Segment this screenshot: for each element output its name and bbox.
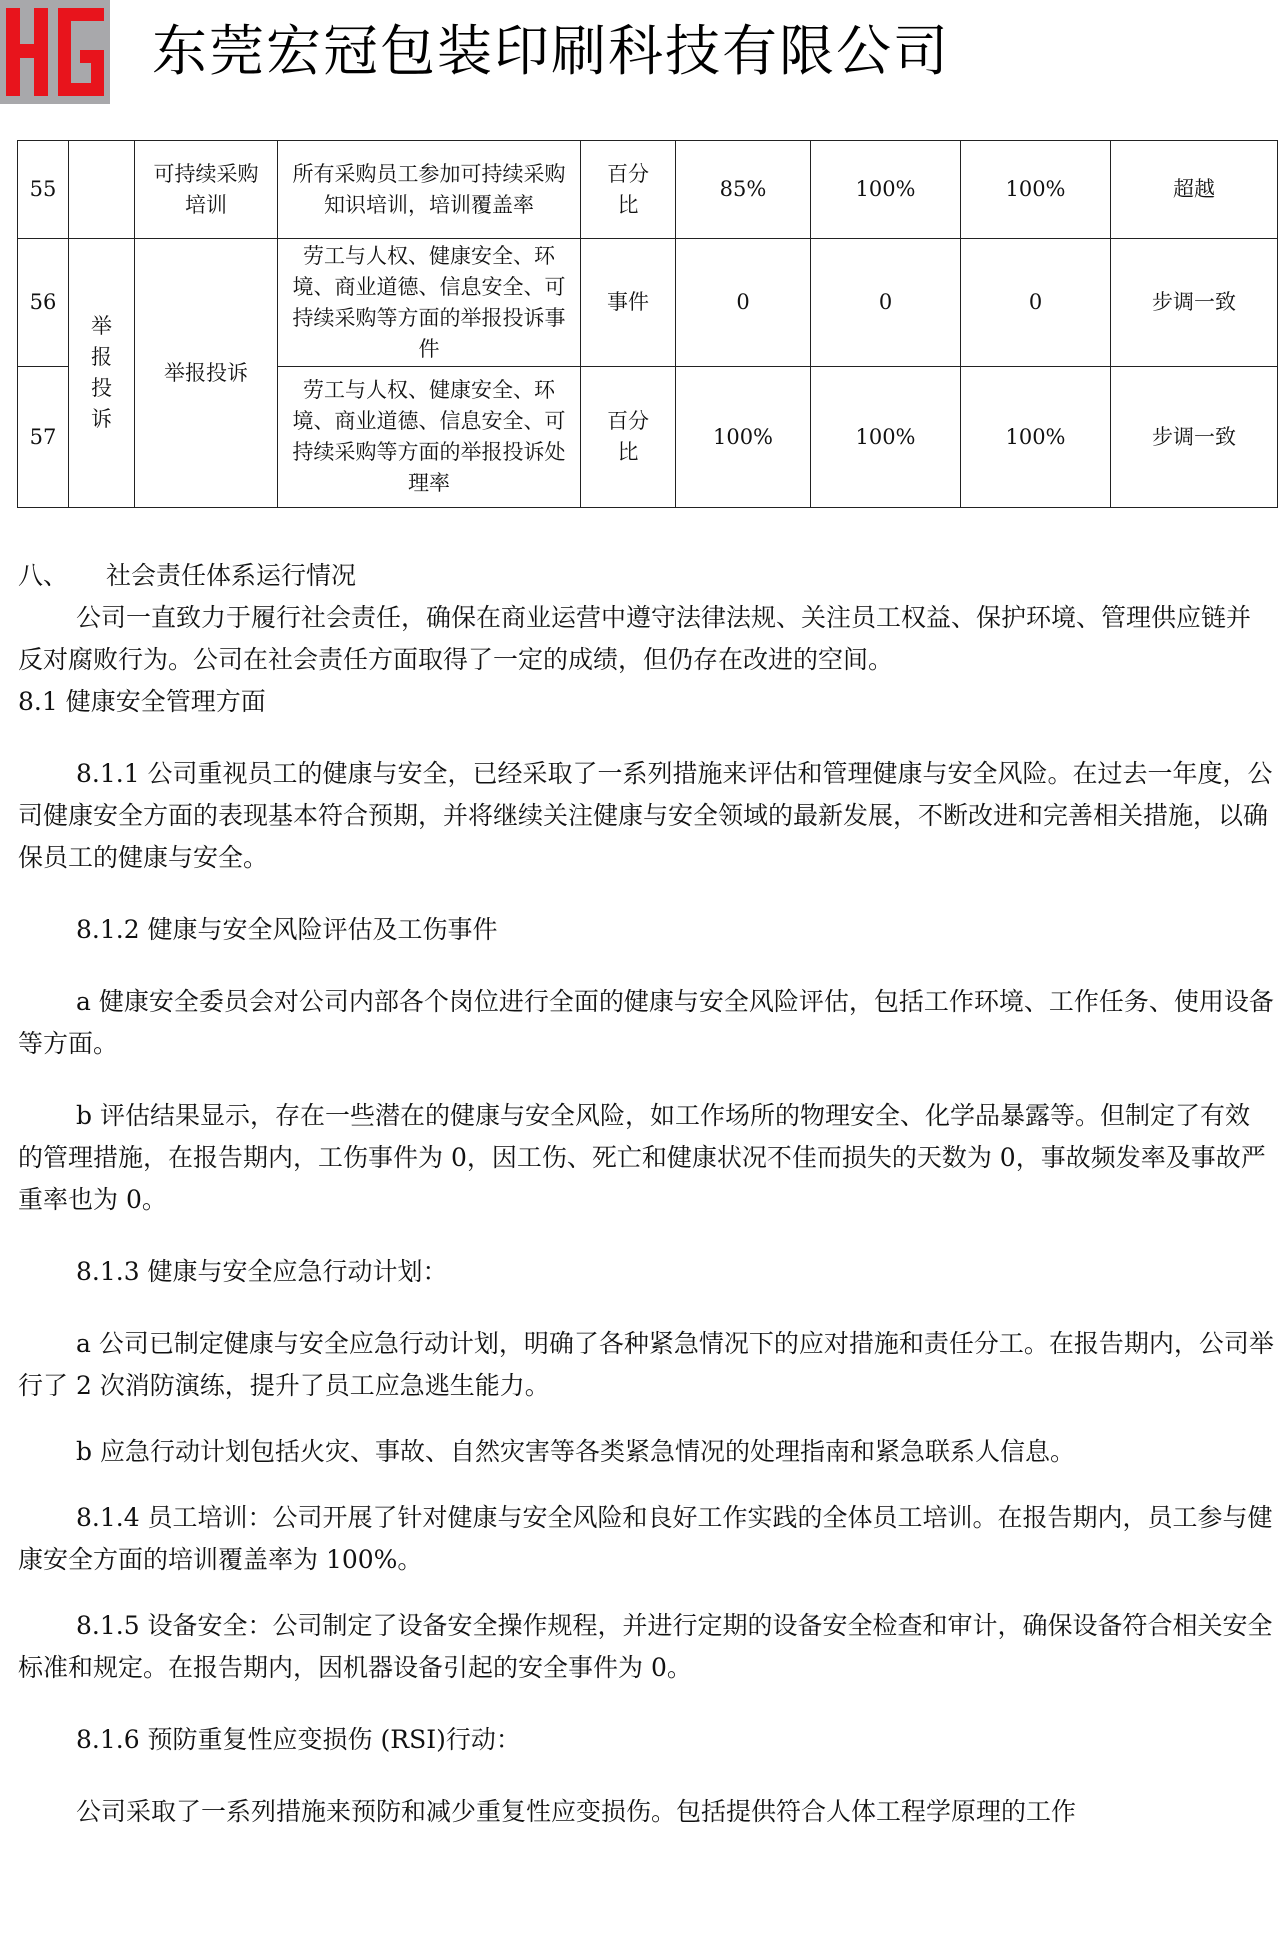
table-row — [18, 239, 1278, 367]
paragraph: 8.1.5 设备安全：公司制定了设备安全操作规程，并进行定期的设备安全检查和审计，确保设备符合相关安全标准和规定。在报告期内，因机器设备引起的安全事件为 0。 — [18, 1611, 1273, 1682]
value-cell: 0 — [811, 239, 961, 367]
group-category-cell — [69, 239, 135, 508]
section-content — [18, 555, 1274, 1833]
value-cell: 100% — [676, 367, 811, 508]
value-cell: 100% — [961, 141, 1111, 239]
paragraph: b 应急行动计划包括火灾、事故、自然灾害等各类紧急情况的处理指南和紧急联系人信息。 — [76, 1437, 1075, 1466]
value-cell: 85% — [676, 141, 811, 239]
subsection-title: 8.1 健康安全管理方面 — [18, 687, 266, 716]
result-cell: 步调一致 — [1111, 367, 1278, 508]
paragraph: 8.1.1 公司重视员工的健康与安全，已经采取了一系列措施来评估和管理健康与安全风险。在过去一年度，公司健康安全方面的表现基本符合预期，并将继续关注健康与安全领域的最新发展，不断改进和完善相关措施，以确保员工的健康与安全。 — [18, 759, 1273, 872]
item-cell: 可持续采购培训 — [135, 141, 278, 239]
paragraph: a 公司已制定健康与安全应急行动计划，明确了各种紧急情况下的应对措施和责任分工。在报告期内，公司举行了 2 次消防演练，提升了员工应急逃生能力。 — [18, 1329, 1274, 1400]
description-cell: 所有采购员工参加可持续采购知识培训，培训覆盖率 — [278, 141, 581, 239]
value-cell: 100% — [811, 367, 961, 508]
kpi-table — [17, 140, 1278, 508]
hg-logo-icon — [0, 0, 110, 104]
table-row — [18, 141, 1278, 239]
unit-cell: 百分比 — [581, 367, 676, 508]
subsection-title: 8.1.3 健康与安全应急行动计划： — [76, 1257, 448, 1286]
section-heading — [18, 555, 1274, 597]
value-cell: 0 — [961, 239, 1111, 367]
unit-cell: 事件 — [581, 239, 676, 367]
group-category-label: 举报投诉 — [91, 314, 112, 431]
group-item-cell: 举报投诉 — [135, 239, 278, 508]
paragraph: 公司采取了一系列措施来预防和减少重复性应变损伤。包括提供符合人体工程学原理的工作 — [76, 1797, 1077, 1826]
paragraph: 8.1.4 员工培训：公司开展了针对健康与安全风险和良好工作实践的全体员工培训。在报告期内，员工参与健康安全方面的培训覆盖率为 100%。 — [18, 1503, 1273, 1574]
value-cell: 0 — [676, 239, 811, 367]
row-number: 55 — [18, 141, 69, 239]
description-cell: 劳工与人权、健康安全、环境、商业道德、信息安全、可持续采购等方面的举报投诉事件 — [278, 239, 581, 367]
company-name: 东莞宏冠包装印刷科技有限公司 — [152, 19, 951, 83]
section-title: 社会责任体系运行情况 — [106, 561, 357, 590]
unit-cell: 百分比 — [581, 141, 676, 239]
subsection-title: 8.1.2 健康与安全风险评估及工伤事件 — [76, 915, 498, 944]
row-number: 56 — [18, 239, 69, 367]
paragraph: b 评估结果显示，存在一些潜在的健康与安全风险，如工作场所的物理安全、化学品暴露等。但制定了有效的管理措施，在报告期内，工伤事件为 0，因工伤、死亡和健康状况不佳而损失的天数为 0，事故频发率及事故严重率也为 0。 — [18, 1101, 1266, 1214]
category-cell — [69, 141, 135, 239]
description-cell: 劳工与人权、健康安全、环境、商业道德、信息安全、可持续采购等方面的举报投诉处理率 — [278, 367, 581, 508]
company-logo — [0, 0, 110, 104]
value-cell: 100% — [961, 367, 1111, 508]
row-number: 57 — [18, 367, 69, 508]
result-cell: 步调一致 — [1111, 239, 1278, 367]
section-number: 八、 — [18, 561, 69, 590]
subsection-title: 8.1.6 预防重复性应变损伤 (RSI)行动： — [76, 1725, 521, 1754]
paragraph: a 健康安全委员会对公司内部各个岗位进行全面的健康与安全风险评估，包括工作环境、工作任务、使用设备等方面。 — [18, 987, 1274, 1058]
paragraph: 公司一直致力于履行社会责任，确保在商业运营中遵守法律法规、关注员工权益、保护环境、管理供应链并反对腐败行为。公司在社会责任方面取得了一定的成绩，但仍存在改进的空间。 — [18, 603, 1252, 674]
result-cell: 超越 — [1111, 141, 1278, 239]
page-header — [0, 0, 1280, 110]
value-cell: 100% — [811, 141, 961, 239]
